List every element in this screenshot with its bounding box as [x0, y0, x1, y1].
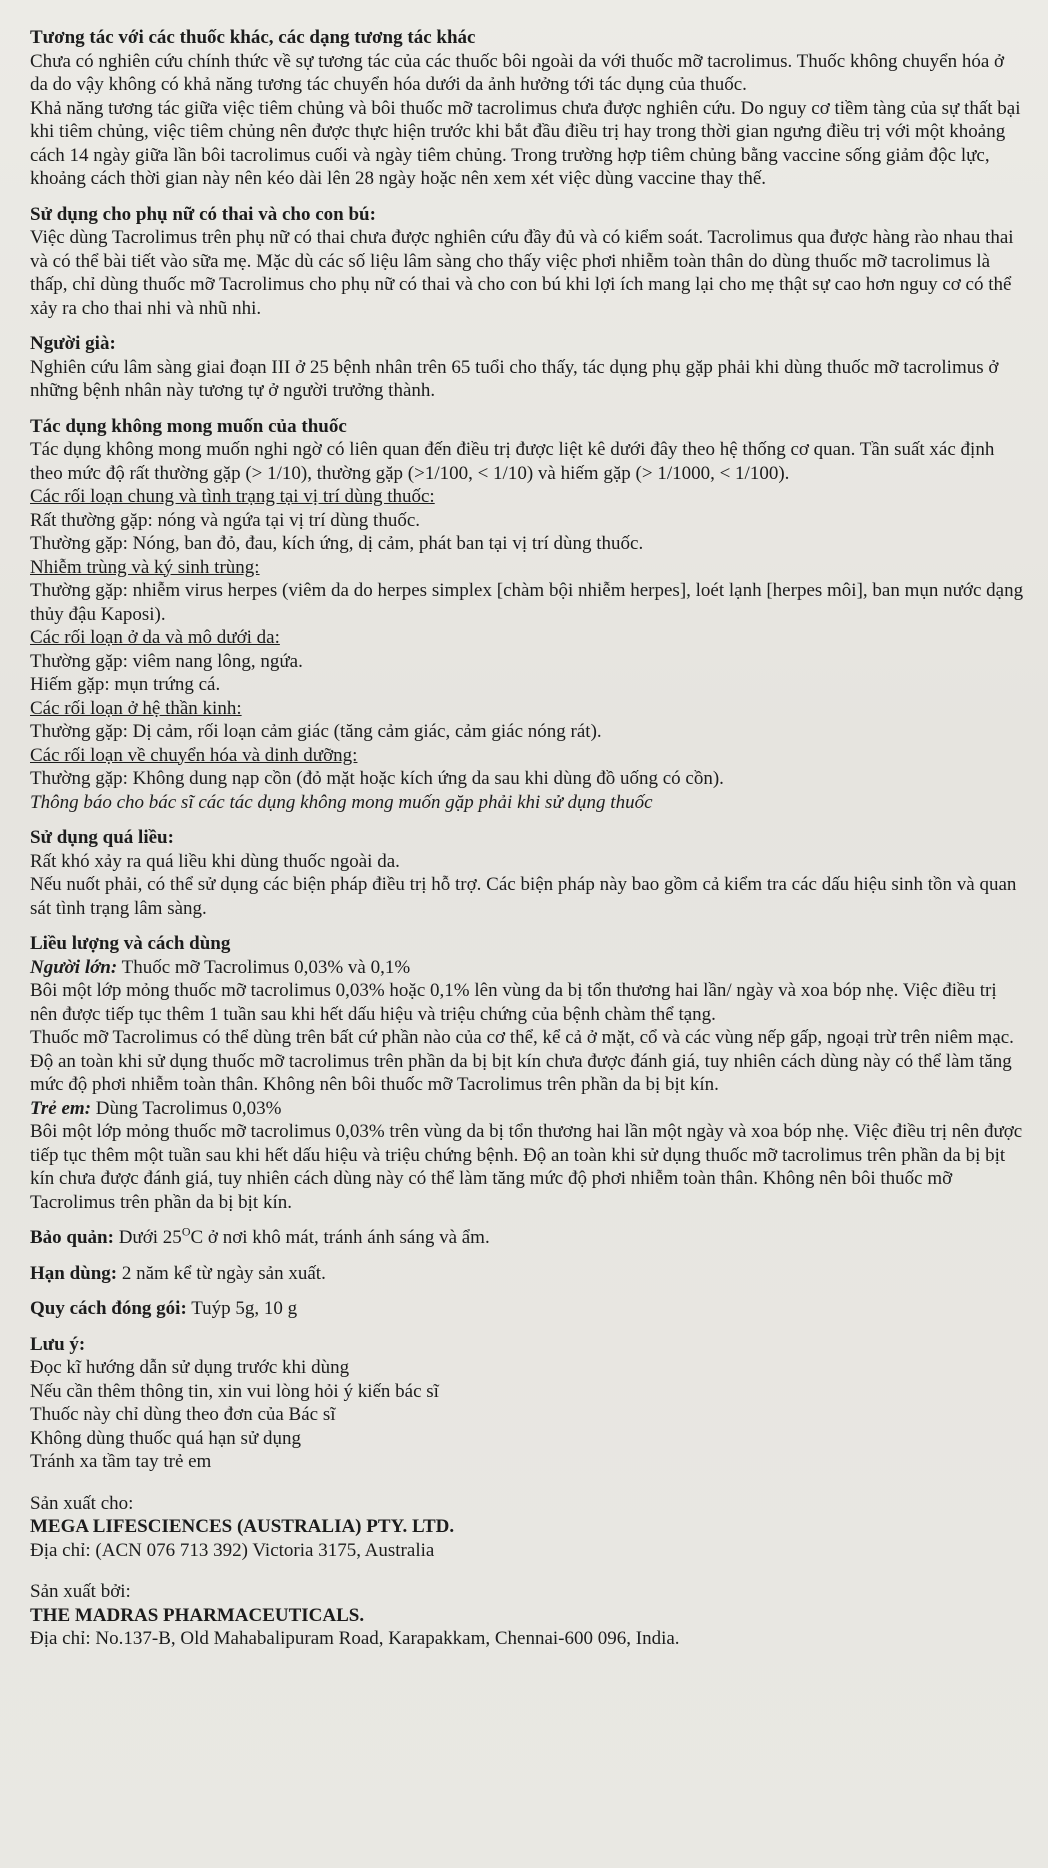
made-for-label: Sản xuất cho: [30, 1492, 134, 1514]
dosage-adult-line [30, 956, 1024, 980]
storage-text: Dưới 25 [113, 1227, 182, 1248]
notes-item: Nếu cần thêm thông tin, xin vui lòng hỏi ý kiến bác sĩ [30, 1380, 439, 1402]
notes-item: Không dùng thuốc quá hạn sử dụng [30, 1427, 301, 1449]
dosage-paragraph: Thuốc mỡ Tacrolimus có thể dùng trên bất cứ phần nào của cơ thể, kể cả ở mặt, cổ và các vùng nếp gấp, ngoại trừ trên niêm mạc. [30, 1027, 1014, 1048]
notes-section [30, 1333, 1024, 1474]
adverse-group-line: Thường gặp: nhiễm virus herpes (viêm da do herpes simplex [chàm bội nhiễm herpes], loét lạnh [herpes môi], ban mụn nước dạng thủy đậu Kaposi). [30, 580, 1024, 625]
dosage-child-text: Dùng Tacrolimus 0,03% [91, 1097, 282, 1119]
made-by-label: Sản xuất bởi: [30, 1581, 131, 1602]
packing-label: Quy cách đóng gói: [30, 1298, 187, 1319]
packing-text: Tuýp 5g, 10 g [186, 1298, 298, 1319]
adverse-group-line: Thường gặp: Dị cảm, rối loạn cảm giác (tăng cảm giác, cảm giác nóng rát). [30, 721, 602, 742]
made-by-address: Địa chỉ: No.137-B, Old Mahabalipuram Road, Karapakkam, Chennai-600 096, India. [30, 1628, 680, 1649]
packing-line [30, 1297, 1024, 1321]
made-for-company: MEGA LIFESCIENCES (AUSTRALIA) PTY. LTD. [30, 1516, 455, 1537]
adverse-group-line: Thường gặp: viêm nang lông, ngứa. [30, 650, 303, 672]
adverse-effects-intro: Tác dụng không mong muốn nghi ngờ có liên quan đến điều trị được liệt kê dưới đây theo hệ thống cơ quan. Tần suất xác định theo mức độ rất thường gặp (> 1/10), thường gặp (>1/100, < 1/10) và hiếm gặp (> 1/1000, < 1/100). [30, 439, 995, 484]
dosage-adult-text: Thuốc mỡ Tacrolimus 0,03% và 0,1% [117, 956, 411, 978]
dosage-child-label: Trẻ em: [30, 1097, 92, 1119]
made-for-section [30, 1492, 1024, 1563]
pregnancy-paragraph: Việc dùng Tacrolimus trên phụ nữ có thai chưa được nghiên cứu đầy đủ và có kiểm soát. Tacrolimus qua được hàng rào nhau thai và có thể bài tiết vào sữa mẹ. Mặc dù các số liệu lâm sàng cho thấy việc phơi nhiễm toàn thân do dùng thuốc mỡ tacrolimus là thấp, chỉ dùng thuốc mỡ Tacrolimus cho phụ nữ có thai và cho con bú khi lợi ích mang lại cho mẹ thật sự cao hơn nguy cơ có thể xảy ra cho thai nhi và nhũ nhi. [30, 227, 1014, 319]
dosage-adult-label: Người lớn: [30, 956, 118, 978]
overdose-paragraph: Rất khó xảy ra quá liều khi dùng thuốc ngoài da. [30, 850, 400, 872]
adverse-group-title: Các rối loạn ở da và mô dưới da: [30, 627, 280, 648]
adverse-group-title: Các rối loạn về chuyển hóa và dinh dưỡng: [30, 744, 358, 766]
notes-heading: Lưu ý: [30, 1333, 86, 1355]
dosage-paragraph: Bôi một lớp mỏng thuốc mỡ tacrolimus 0,03% trên vùng da bị tổn thương hai lần một ngày và xoa bóp nhẹ. Việc điều trị nên được tiếp tục thêm một tuần sau khi hết dấu hiệu và triệu chứng bệnh. Độ an toàn khi sử dụng thuốc mỡ tacrolimus trên phần da bị bịt kín chưa được đánh giá, tuy nhiên cách dùng này có thể làm tăng mức độ phơi nhiễm toàn thân. Không nên bôi thuốc mỡ Tacrolimus trên phần da bị bịt kín. [30, 1121, 1023, 1213]
adverse-group-line: Hiếm gặp: mụn trứng cá. [30, 674, 221, 695]
adverse-group-title: Nhiễm trùng và ký sinh trùng: [30, 556, 260, 578]
dosage-child-line [30, 1097, 1024, 1121]
elderly-heading: Người già: [30, 333, 116, 354]
overdose-heading: Sử dụng quá liều: [30, 827, 174, 848]
notes-item: Thuốc này chỉ dùng theo đơn của Bác sĩ [30, 1404, 336, 1425]
notes-item: Tránh xa tầm tay trẻ em [30, 1451, 212, 1472]
adverse-group-line: Rất thường gặp: nóng và ngứa tại vị trí dùng thuốc. [30, 509, 421, 531]
adverse-effects-section [30, 415, 1024, 815]
storage-line [30, 1226, 1024, 1250]
pregnancy-section [30, 203, 1024, 321]
elderly-paragraph: Nghiên cứu lâm sàng giai đoạn III ở 25 bệnh nhân trên 65 tuổi cho thấy, tác dụng phụ gặp phải khi dùng thuốc mỡ tacrolimus ở những bệnh nhân này tương tự ở người trưởng thành. [30, 356, 999, 401]
expiry-line [30, 1262, 1024, 1286]
interactions-heading: Tương tác với các thuốc khác, các dạng tương tác khác [30, 27, 476, 48]
interactions-paragraph: Chưa có nghiên cứu chính thức về sự tương tác của các thuốc bôi ngoài da với thuốc mỡ tacrolimus. Thuốc không chuyển hóa ở da do vậy không có khả năng tương tác chuyển hóa dưới da ảnh hưởng tới tác dụng của thuốc. [30, 50, 1005, 95]
adverse-group-title: Các rối loạn ở hệ thần kinh: [30, 697, 242, 719]
overdose-paragraph: Nếu nuốt phải, có thể sử dụng các biện pháp điều trị hỗ trợ. Các biện pháp này bao gồm cả kiểm tra các dấu hiệu sinh tồn và quan sát tình trạng lâm sàng. [30, 874, 1017, 919]
storage-label: Bảo quản: [30, 1227, 114, 1248]
elderly-section [30, 332, 1024, 403]
dosage-paragraph: Bôi một lớp mỏng thuốc mỡ tacrolimus 0,03% hoặc 0,1% lên vùng da bị tổn thương hai lần/ ngày và xoa bóp nhẹ. Việc điều trị nên được tiếp tục thêm 1 tuần sau khi hết dấu hiệu và triệu chứng của bệnh chàm thể tạng. [30, 980, 997, 1025]
adverse-group-line: Thường gặp: Nóng, ban đỏ, đau, kích ứng, dị cảm, phát ban tại vị trí dùng thuốc. [30, 533, 644, 554]
adverse-effects-heading: Tác dụng không mong muốn của thuốc [30, 415, 347, 437]
storage-text: C ở nơi khô mát, tránh ánh sáng và ẩm. [190, 1227, 490, 1248]
dosage-section [30, 932, 1024, 1214]
interactions-paragraph: Khả năng tương tác giữa việc tiêm chủng và bôi thuốc mỡ tacrolimus chưa được nghiên cứu. Do nguy cơ tiềm tàng của sự thất bại khi tiêm chủng, việc tiêm chủng nên được thực hiện trước khi bắt đầu điều trị hay trong thời gian ngưng điều trị với một khoảng cách 14 ngày giữa lần bôi tacrolimus cuối và ngày tiêm chủng. Trong trường hợp tiêm chủng bằng vaccine sống giảm độc lực, khoảng cách thời gian này nên kéo dài lên 28 ngày hoặc nên xem xét việc dùng vaccine thay thế. [30, 97, 1021, 189]
adverse-notice: Thông báo cho bác sĩ các tác dụng không mong muốn gặp phải khi sử dụng thuốc [30, 791, 653, 813]
made-by-company: THE MADRAS PHARMACEUTICALS. [30, 1604, 365, 1626]
overdose-section [30, 826, 1024, 920]
storage-degree: O [181, 1224, 191, 1239]
adverse-group-line: Thường gặp: Không dung nạp cồn (đỏ mặt hoặc kích ứng da sau khi dùng đồ uống có cồn). [30, 768, 724, 789]
notes-item: Đọc kĩ hướng dẫn sử dụng trước khi dùng [30, 1357, 350, 1378]
expiry-label: Hạn dùng: [30, 1262, 118, 1284]
made-for-address: Địa chỉ: (ACN 076 713 392) Victoria 3175, Australia [30, 1539, 435, 1561]
expiry-text: 2 năm kể từ ngày sản xuất. [117, 1262, 326, 1284]
dosage-heading: Liều lượng và cách dùng [30, 933, 231, 954]
pregnancy-heading: Sử dụng cho phụ nữ có thai và cho con bú: [30, 203, 376, 225]
interactions-section [30, 26, 1024, 191]
made-by-section [30, 1580, 1024, 1651]
dosage-paragraph: Độ an toàn khi sử dụng thuốc mỡ tacrolimus trên phần da bị bịt kín chưa được đánh giá, tuy nhiên cách dùng này có thể làm tăng mức độ phơi nhiễm toàn thân. Không nên bôi thuốc mỡ Tacrolimus trên phần da bị bịt kín. [30, 1050, 1012, 1095]
adverse-group-title: Các rối loạn chung và tình trạng tại vị trí dùng thuốc: [30, 486, 435, 507]
